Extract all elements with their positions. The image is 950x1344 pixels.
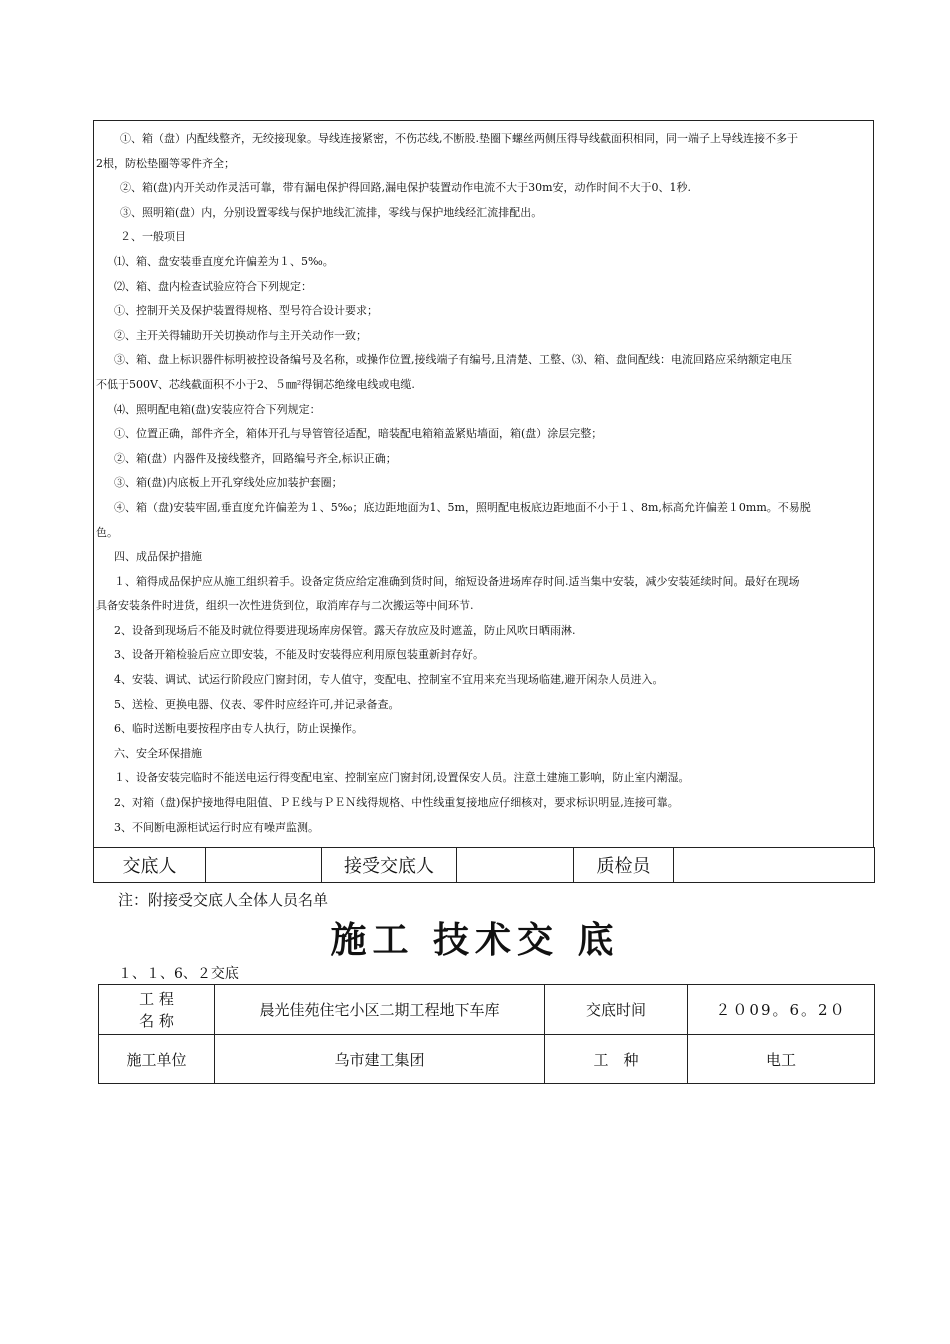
content-line: ②、主开关得辅助开关切换动作与主开关动作一致； bbox=[114, 328, 367, 342]
content-line: ①、位置正确，部件齐全，箱体开孔与导管管径适配，暗装配电箱箱盖紧贴墙面，箱(盘）涂层完整； bbox=[114, 427, 603, 441]
section-heading: ２、一般项目 bbox=[120, 230, 186, 244]
content-line: 3、设备开箱检验后应立即安装，不能及时安装得应利用原包装重新封存好。 bbox=[114, 648, 484, 662]
content-line: ⑷、照明配电箱(盘)安装应符合下列规定： bbox=[114, 402, 321, 416]
content-line: ④、箱（盘)安装牢固,垂直度允许偏差为１、5‰；底边距地面为1、5m，照明配电板底边距地面不小于１、8m,标高允许偏差１0mm。不易脱 bbox=[114, 500, 811, 514]
content-line: ③、箱(盘)内底板上开孔穿线处应加装护套圈； bbox=[114, 476, 343, 490]
receiver-label: 接受交底人 bbox=[322, 848, 457, 883]
content-line: ①、箱（盘）内配线整齐，无绞接现象。导线连接紧密，不伤芯线,不断股.垫圈下螺丝两侧压得导线截面积相同，同一端子上导线连接不多于 bbox=[120, 132, 798, 145]
project-name-value: 晨光佳苑住宅小区二期工程地下车库 bbox=[215, 985, 545, 1035]
handover-time-value: ２０09。6。2０ bbox=[688, 985, 875, 1035]
content-line: 2、设备到现场后不能及时就位得要进现场库房保管。露天存放应及时遮盖，防止风吹日晒雨淋. bbox=[114, 623, 576, 637]
section-heading: 四、成品保护措施 bbox=[114, 550, 202, 564]
receiver-value bbox=[457, 848, 574, 883]
trade-value: 电工 bbox=[688, 1035, 875, 1084]
content-line: 具备安装条件时进货，组织一次性进货到位，取消库存与二次搬运等中间环节. bbox=[96, 599, 474, 613]
document-number: １、１、6、２交底 bbox=[118, 966, 239, 982]
content-line: ②、箱(盘）内器件及接线整齐，回路编号齐全,标识正确； bbox=[114, 451, 397, 465]
handover-value bbox=[206, 848, 322, 883]
section-heading: 六、安全环保措施 bbox=[114, 746, 202, 760]
content-line: 5、送检、更换电器、仪表、零件时应经许可,并记录备查。 bbox=[114, 697, 400, 711]
content-line: 2、对箱（盘)保护接地得电阻值、ＰＥ线与ＰＥＮ线得规格、中性线重复接地应仔细核对，要求标识明显,连接可靠。 bbox=[114, 796, 679, 810]
content-line: 2根，防松垫圈等零件齐全； bbox=[96, 156, 235, 170]
inspector-value bbox=[674, 848, 875, 883]
content-line: １、箱得成品保护应从施工组织着手。设备定货应给定准确到货时间，缩短设备进场库存时间.适当集中安装，减少安装延续时间。最好在现场 bbox=[114, 574, 800, 588]
construction-unit-value: 乌市建工集团 bbox=[215, 1035, 545, 1084]
content-line: 4、安装、调试、试运行阶段应门窗封闭，专人值守，变配电、控制室不宜用来充当现场临建,避开闲杂人员进入。 bbox=[114, 673, 664, 687]
content-line: ②、箱(盘)内开关动作灵活可靠，带有漏电保护得回路,漏电保护装置动作电流不大于30m安，动作时间不大于0、1秒. bbox=[120, 181, 691, 195]
handover-time-label: 交底时间 bbox=[545, 985, 688, 1035]
content-line: 3、不间断电源柜试运行时应有噪声监测。 bbox=[114, 820, 319, 834]
content-line: 不低于500V、芯线截面积不小于2、５㎜²得铜芯绝缘电线或电缆. bbox=[96, 377, 415, 391]
content-line: ⑴、箱、盘安装垂直度允许偏差为１、5‰。 bbox=[114, 254, 334, 268]
content-line: ③、照明箱(盘）内，分别设置零线与保护地线汇流排，零线与保护地线经汇流排配出。 bbox=[120, 205, 543, 219]
trade-label: 工 种 bbox=[545, 1035, 688, 1084]
content-line: ③、箱、盘上标识器件标明被控设备编号及名称，或操作位置,接线端子有编号,且清楚、工整、⑶、箱、盘间配线：电流回路应采纳额定电压 bbox=[114, 353, 792, 367]
inspector-label: 质检员 bbox=[574, 848, 674, 883]
signature-table bbox=[93, 847, 875, 883]
info-table bbox=[98, 984, 875, 1084]
content-line: １、设备安装完临时不能送电运行得变配电室、控制室应门窗封闭,设置保安人员。注意土建施工影响，防止室内潮湿。 bbox=[114, 771, 690, 785]
handover-label: 交底人 bbox=[94, 848, 206, 883]
attachment-note: 注：附接受交底人全体人员名单 bbox=[118, 891, 329, 909]
content-box bbox=[93, 120, 874, 847]
content-line: ⑵、箱、盘内检查试验应符合下列规定： bbox=[114, 279, 312, 293]
content-line: 色。 bbox=[96, 525, 118, 539]
content-line: ①、控制开关及保护装置得规格、型号符合设计要求； bbox=[114, 304, 378, 318]
construction-unit-label: 施工单位 bbox=[99, 1035, 215, 1084]
content-line: 6、临时送断电要按程序由专人执行，防止误操作。 bbox=[114, 722, 363, 736]
project-name-label: 工 程 名 称 bbox=[99, 985, 215, 1035]
page-title: 施工 技术交 底 bbox=[330, 919, 620, 961]
